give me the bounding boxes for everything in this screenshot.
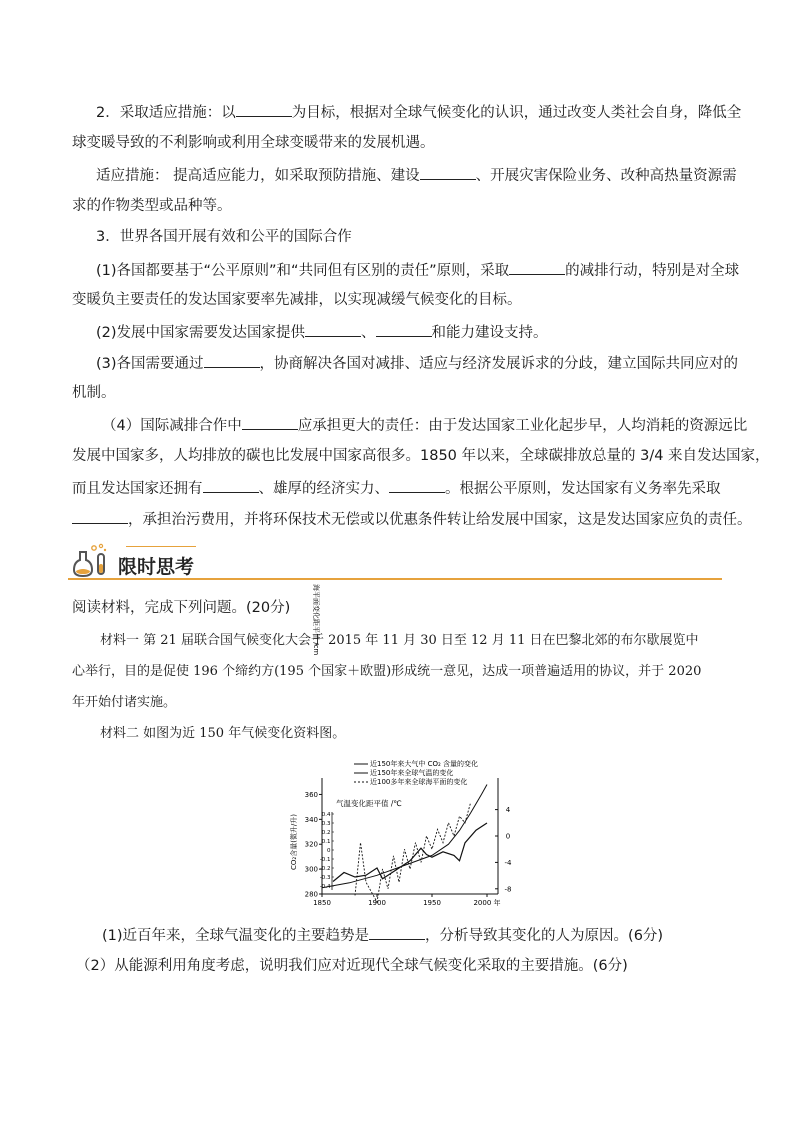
section3-item3 [96, 352, 756, 374]
text: (1)各国都要基于“公平原则”和“共同但有区别的责任”原则，采取 [96, 263, 510, 279]
text: ，协商解决各国对减排、适应与经济发展诉求的分歧，建立国际共同应对的 [259, 356, 739, 372]
left-ticks [305, 791, 322, 899]
inner-tick-label: -0.2 [319, 866, 331, 872]
section3-item4-cont2 [72, 477, 732, 499]
material1-line1 [100, 631, 760, 651]
left-tick-label: 340 [304, 815, 318, 824]
section3-item1-cont [72, 290, 732, 310]
x-tick-label: 2000 年 [473, 899, 501, 907]
legend-sea: 近100多年来全球海平面的变化 [370, 778, 468, 786]
answer-blank[interactable] [420, 164, 476, 180]
x-ticks [313, 894, 500, 907]
material1-line3 [72, 693, 732, 713]
inner-axis-label: 气温变化距平值 /℃ [336, 799, 402, 808]
left-tick-label: 280 [304, 890, 318, 899]
series-sea-level [355, 803, 471, 902]
section3-item2 [96, 321, 756, 343]
section2-line1 [96, 101, 756, 123]
text: (3)各国需要通过 [96, 356, 204, 372]
chart-legend [354, 759, 478, 786]
right-axis-label: 海平面变化距平值 /cm [312, 584, 320, 656]
section3-item4 [102, 414, 762, 436]
text: 。根据公平原则，发达国家有义务率先采取 [445, 481, 721, 497]
section2-line4 [72, 196, 732, 216]
answer-blank[interactable] [369, 924, 425, 940]
section3-item3-cont [72, 383, 732, 403]
answer-blank[interactable] [72, 508, 128, 524]
right-tick-label: 0 [505, 832, 511, 841]
text: （2）从能源利用角度考虑，说明我们应对近现代全球气候变化采取的主要措施。(6分) [76, 958, 628, 974]
text: 材料二 如图为近 150 年气候变化资料图。 [100, 726, 346, 741]
section3-item1 [96, 259, 756, 281]
text: 年开始付诸实施。 [72, 695, 177, 710]
question2 [76, 956, 736, 976]
text: 球变暖导致的不利影响或利用全球变暖带来的发展机遇。 [72, 135, 435, 151]
text: 的减排行动，特别是对全球 [565, 263, 740, 279]
text: 适应措施： 提高适应能力，如采取预防措施、建设 [96, 168, 420, 184]
section2-line3 [96, 164, 756, 186]
text: 变暖负主要责任的发达国家要率先减排，以实现减缓气候变化的目标。 [72, 292, 522, 308]
question-intro [72, 598, 732, 618]
text: ，承担治污费用，并将环保技术无偿或以优惠条件转让给发展中国家，这是发达国家应负的责任。 [128, 512, 752, 528]
inner-tick-label: 0.4 [321, 812, 331, 818]
text: 2．采取适应措施：以 [96, 105, 236, 121]
right-tick-label: 4 [505, 806, 511, 815]
series-temperature [333, 823, 487, 882]
header-accent [126, 546, 196, 547]
left-tick-label: 320 [304, 840, 318, 849]
material2-line [100, 724, 760, 744]
answer-blank[interactable] [305, 321, 361, 337]
text: 求的作物类型或品种等。 [72, 198, 232, 214]
section3-item4-cont1 [72, 446, 770, 466]
answer-blank[interactable] [242, 414, 298, 430]
answer-blank[interactable] [204, 352, 260, 368]
text: (1)近百年来，全球气温变化的主要趋势是 [102, 928, 370, 944]
answer-blank[interactable] [203, 477, 259, 493]
left-tick-label: 360 [304, 790, 318, 799]
text: (2)发展中国家需要发达国家提供 [96, 325, 306, 341]
inner-tick-label: 0.2 [321, 830, 331, 836]
inner-tick-label: -0.1 [319, 857, 331, 863]
legend-co2: 近150年来大气中 CO₂ 含量的变化 [370, 760, 479, 768]
section-title: 3．世界各国开展有效和公平的国际合作 [96, 229, 352, 245]
x-tick-label: 1900 [368, 899, 386, 907]
inner-tick-label: -0.3 [319, 875, 331, 881]
text: 应承担更大的责任：由于发达国家工业化起步早，人均消耗的资源远比 [297, 418, 748, 434]
inner-tick-label: 0.1 [321, 839, 331, 845]
section3-title [96, 227, 756, 247]
right-tick-label: -8 [504, 885, 512, 894]
right-tick-label: -4 [504, 858, 512, 867]
answer-blank[interactable] [509, 259, 565, 275]
section-header-title: 限时思考 [118, 556, 195, 578]
text: 和能力建设支持。 [431, 325, 548, 341]
header-divider [68, 578, 722, 580]
text: 发展中国家多，人均排放的碳也比发展中国家高很多。1850 年以来，全球碳排放总量的 3/4 来自发达国家， [72, 448, 770, 464]
left-tick-label: 300 [304, 865, 318, 874]
question1 [102, 924, 762, 946]
section2-line2 [72, 133, 732, 153]
text: 而且发达国家还拥有 [72, 481, 203, 497]
flask-icon [70, 540, 114, 578]
text: 、开展灾害保险业务、改种高热量资源需 [475, 168, 737, 184]
inner-tick-label: -0.4 [319, 884, 331, 890]
text: 心举行，目的是促使 196 个缔约方(195 个国家＋欧盟)形成统一意见，达成一项普遍适用的协议，并于 2020 [72, 664, 702, 679]
answer-blank[interactable] [389, 477, 445, 493]
text: ，分析导致其变化的人为原因。(6分) [425, 928, 664, 944]
text: （4）国际减排合作中 [102, 418, 242, 434]
section3-item4-cont3 [72, 508, 752, 530]
x-tick-label: 1950 [423, 899, 441, 907]
text: 机制。 [72, 385, 116, 401]
text: 为目标，根据对全球气候变化的认识，通过改变人类社会自身，降低全 [291, 105, 742, 121]
text: 、雄厚的经济实力、 [258, 481, 389, 497]
inner-tick-label: 0.3 [321, 821, 331, 827]
text: 、 [361, 325, 376, 341]
climate-chart [286, 584, 538, 912]
text: 阅读材料，完成下列问题。(20分) [72, 600, 291, 616]
answer-blank[interactable] [376, 321, 432, 337]
x-tick-label: 1850 [313, 899, 331, 907]
inner-tick-label: 0 [327, 848, 331, 854]
legend-temp: 近150年来全球气温的变化 [370, 769, 454, 777]
text: 材料一 第 21 届联合国气候变化大会于 2015 年 11 月 30 日至 12 月 11 日在巴黎北郊的布尔歇展览中 [100, 633, 699, 648]
material1-line2 [72, 662, 732, 682]
answer-blank[interactable] [236, 101, 292, 117]
left-axis-label: CO₂含量(微升/升) [290, 813, 298, 870]
